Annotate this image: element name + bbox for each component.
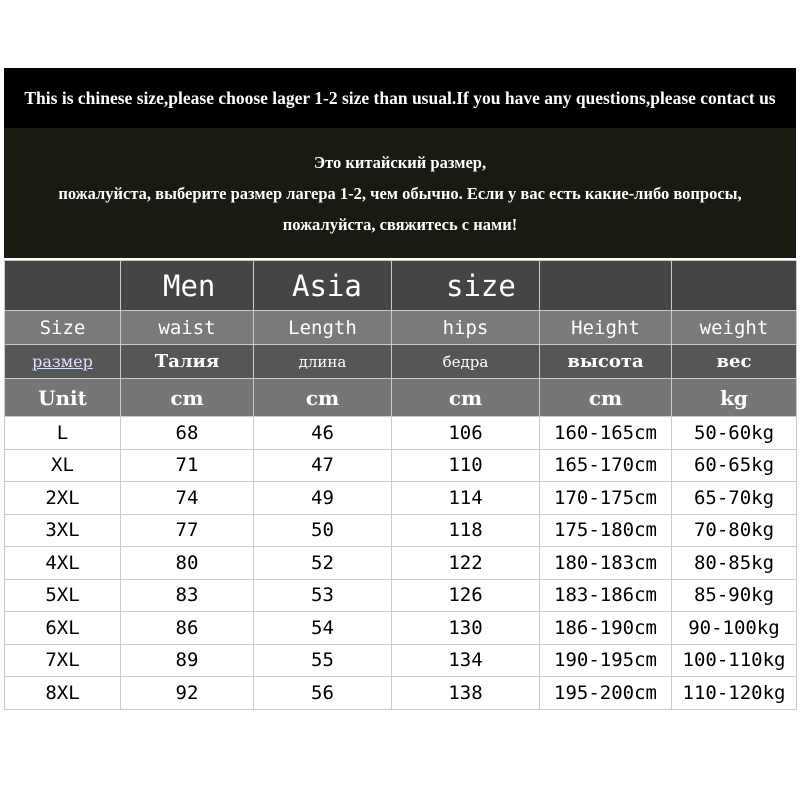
cell-height: 195-200cm xyxy=(540,677,672,710)
table-row xyxy=(5,677,797,710)
unit-label: Unit xyxy=(5,379,121,417)
cell-waist: 74 xyxy=(121,482,254,515)
table-title-row xyxy=(5,261,797,311)
unit-waist: cm xyxy=(121,379,254,417)
cell-size: L xyxy=(5,417,121,450)
title-empty-cell xyxy=(672,261,797,311)
header-ru-waist: Талия xyxy=(121,345,254,379)
cell-size: 4XL xyxy=(5,547,121,580)
russian-notice-line-1: Это китайский размер, xyxy=(313,152,487,172)
header-ru-weight: вес xyxy=(672,345,797,379)
cell-weight: 60-65kg xyxy=(672,449,797,482)
header-ru-length: длина xyxy=(254,345,392,379)
english-notice-text: This is chinese size,please choose lager 1-2 size than usual.If you have any questions,please contact us xyxy=(24,87,776,108)
cell-length: 53 xyxy=(254,579,392,612)
cell-hips: 130 xyxy=(392,612,540,645)
header-height: Height xyxy=(540,311,672,345)
cell-height: 170-175cm xyxy=(540,482,672,515)
cell-weight: 50-60kg xyxy=(672,417,797,450)
cell-waist: 86 xyxy=(121,612,254,645)
cell-height: 186-190cm xyxy=(540,612,672,645)
cell-hips: 138 xyxy=(392,677,540,710)
header-ru-height: высота xyxy=(540,345,672,379)
table-row xyxy=(5,547,797,580)
cell-weight: 85-90kg xyxy=(672,579,797,612)
title-empty-cell xyxy=(540,261,672,311)
table-row xyxy=(5,417,797,450)
table-row xyxy=(5,612,797,645)
cell-height: 165-170cm xyxy=(540,449,672,482)
header-ru-size: размер xyxy=(5,345,121,379)
cell-length: 52 xyxy=(254,547,392,580)
russian-notice-banner xyxy=(4,128,796,258)
cell-weight: 100-110kg xyxy=(672,644,797,677)
title-empty-cell xyxy=(5,261,121,311)
cell-hips: 134 xyxy=(392,644,540,677)
cell-size: 8XL xyxy=(5,677,121,710)
size-data-rows xyxy=(5,417,797,710)
unit-weight: kg xyxy=(672,379,797,417)
cell-waist: 83 xyxy=(121,579,254,612)
cell-weight: 70-80kg xyxy=(672,514,797,547)
header-length: Length xyxy=(254,311,392,345)
header-ru-hips: бедра xyxy=(392,345,540,379)
unit-height: cm xyxy=(540,379,672,417)
cell-length: 47 xyxy=(254,449,392,482)
cell-height: 183-186cm xyxy=(540,579,672,612)
cell-length: 56 xyxy=(254,677,392,710)
cell-length: 54 xyxy=(254,612,392,645)
table-row xyxy=(5,482,797,515)
header-weight: weight xyxy=(672,311,797,345)
title-asia: Asia xyxy=(254,261,392,311)
cell-height: 190-195cm xyxy=(540,644,672,677)
cell-weight: 90-100kg xyxy=(672,612,797,645)
table-row xyxy=(5,644,797,677)
header-size: Size xyxy=(5,311,121,345)
cell-hips: 118 xyxy=(392,514,540,547)
cell-hips: 110 xyxy=(392,449,540,482)
cell-weight: 65-70kg xyxy=(672,482,797,515)
english-notice-banner xyxy=(4,68,796,128)
title-size: size xyxy=(392,261,540,311)
russian-notice-line-3: пожалуйста, свяжитесь с нами! xyxy=(282,214,518,234)
size-chart-table xyxy=(4,260,797,710)
cell-length: 46 xyxy=(254,417,392,450)
cell-waist: 92 xyxy=(121,677,254,710)
cell-waist: 77 xyxy=(121,514,254,547)
table-row xyxy=(5,449,797,482)
header-row-russian xyxy=(5,345,797,379)
cell-hips: 122 xyxy=(392,547,540,580)
unit-length: cm xyxy=(254,379,392,417)
header-row-english xyxy=(5,311,797,345)
cell-size: 2XL xyxy=(5,482,121,515)
cell-hips: 114 xyxy=(392,482,540,515)
cell-size: 6XL xyxy=(5,612,121,645)
cell-waist: 80 xyxy=(121,547,254,580)
cell-length: 55 xyxy=(254,644,392,677)
title-men: Men xyxy=(121,261,254,311)
russian-notice-line-2: пожалуйста, выберите размер лагера 1-2, чем обычно. Если у вас есть какие-либо вопросы, xyxy=(58,183,742,203)
cell-size: XL xyxy=(5,449,121,482)
cell-weight: 110-120kg xyxy=(672,677,797,710)
table-row xyxy=(5,514,797,547)
cell-waist: 68 xyxy=(121,417,254,450)
header-hips: hips xyxy=(392,311,540,345)
cell-waist: 71 xyxy=(121,449,254,482)
cell-height: 160-165cm xyxy=(540,417,672,450)
units-row xyxy=(5,379,797,417)
header-waist: waist xyxy=(121,311,254,345)
cell-size: 7XL xyxy=(5,644,121,677)
cell-hips: 126 xyxy=(392,579,540,612)
cell-weight: 80-85kg xyxy=(672,547,797,580)
cell-size: 3XL xyxy=(5,514,121,547)
cell-length: 49 xyxy=(254,482,392,515)
unit-hips: cm xyxy=(392,379,540,417)
cell-size: 5XL xyxy=(5,579,121,612)
cell-waist: 89 xyxy=(121,644,254,677)
table-row xyxy=(5,579,797,612)
cell-height: 175-180cm xyxy=(540,514,672,547)
cell-length: 50 xyxy=(254,514,392,547)
cell-hips: 106 xyxy=(392,417,540,450)
cell-height: 180-183cm xyxy=(540,547,672,580)
